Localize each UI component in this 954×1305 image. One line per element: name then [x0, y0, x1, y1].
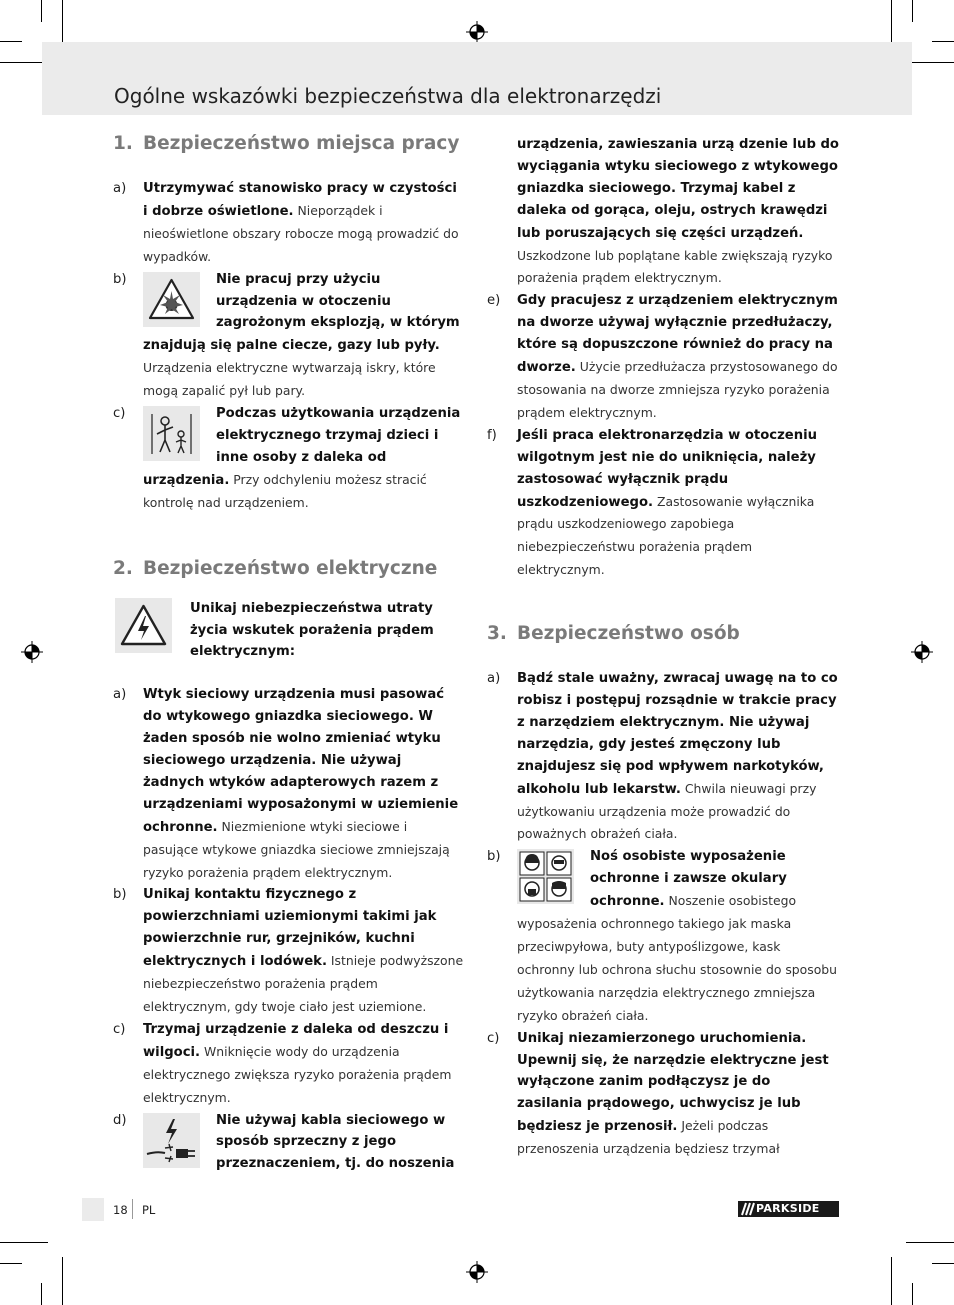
item-text: Istnieje podwyższone niebezpieczeństwo porażenia prądem elektrycznym, gdy twoje ciało jest uziemione. [143, 953, 464, 1014]
item-text: Urządzenia elektryczne wytwarzają iskry, które mogą zapalić pył lub pary. [143, 360, 436, 399]
item-label: a) [113, 181, 127, 196]
registration-mark-icon [466, 1261, 488, 1283]
item-text: Nieporządek i nieoświetlone obszary robocze mogą prowadzić do wypadków. [143, 202, 459, 264]
crop-mark [891, 1257, 892, 1305]
crop-mark [0, 41, 22, 42]
section-title-text: Bezpieczeństwo elektryczne [143, 557, 438, 579]
crop-mark [912, 1283, 913, 1305]
footer-divider [132, 1199, 133, 1219]
crop-mark [906, 1242, 954, 1243]
item-bold-text: Utrzymywać stanowisko pracy w czystości i dobrze oświetlone. [143, 181, 457, 219]
registration-mark-icon [466, 21, 488, 43]
item-text: Niezmienione wtyki sieciowe i pasujące wtykowe gniazdka sieciowe zmniejszają ryzyko porażenia prądem elektrycznym. [143, 818, 450, 880]
crop-mark [62, 0, 63, 48]
list-item [113, 1019, 465, 1110]
list-item [113, 684, 465, 884]
warning-text: Unikaj niebezpieczeństwa utraty życia wskutek porażenia prądem elektrycznym: [190, 600, 434, 660]
registration-mark-icon [911, 641, 933, 663]
item-label: c) [487, 1030, 500, 1046]
warning-block [113, 598, 465, 664]
right-column [487, 134, 839, 1161]
crop-mark [0, 1263, 22, 1264]
list-item [487, 425, 839, 582]
registration-mark-icon [21, 641, 43, 663]
section-number: 2. [113, 557, 133, 579]
crop-mark [932, 41, 954, 42]
electric-shock-warning-icon [115, 598, 172, 653]
cable-damage-icon [143, 1113, 200, 1168]
keep-children-away-icon [143, 406, 200, 461]
section-number: 1. [113, 133, 133, 154]
parkside-logo [738, 1201, 839, 1217]
footer-box [82, 1198, 104, 1221]
item-label: a) [487, 671, 501, 687]
list-item [487, 1028, 839, 1161]
left-column [113, 132, 465, 1175]
section-title-text: Bezpieczeństwo osób [517, 623, 740, 645]
page-number: 18 [113, 1203, 128, 1217]
crop-mark [41, 0, 42, 22]
list-item [487, 290, 839, 424]
list-item [113, 178, 465, 269]
protective-equipment-icon [517, 849, 574, 904]
logo-text: PARKSIDE [756, 1202, 820, 1215]
item-label: c) [113, 406, 126, 422]
item-text: Przy odchyleniu możesz stracić kontrolę nad urządzeniem. [143, 471, 427, 510]
item-text: Użycie przedłużacza przystosowanego do stosowania na dworze zmniejsza ryzyko porażenia prądem elektrycznym. [517, 359, 838, 420]
list-item [113, 269, 465, 403]
section-1-title [113, 132, 465, 156]
item-bold-text: Bądź stale uważny, zwracaj uwagę na to co robisz i postępuj rozsądnie w trakcie pracy z narzędziem elektrycznym. Nie używaj narzędzia, gdy jesteś zmęczony lub znajdujesz się pod wpływem narkotyków, alkoholu lub lekarstw. [517, 671, 838, 797]
item-bold-text: urządzenia, zawieszania urzą dzenie lub do wyciągania wtyku sieciowego z wtykowego gniazdka sieciowego. Trzymaj kabel z daleka od gorąca, oleju, ostrych krawędzi lub poruszających się części urządzeń. [517, 137, 839, 241]
item-label: b) [487, 849, 501, 865]
language-code: PL [142, 1203, 156, 1217]
section-2-title [113, 557, 465, 581]
list-item-continued [487, 134, 839, 290]
item-text: Zastosowanie wyłącznika prądu uszkodzeniowego zapobiega niebezpieczeństwu porażenia prądem elektrycznym. [517, 493, 815, 578]
list-item [487, 846, 839, 1027]
section-3-title [487, 622, 839, 646]
item-label: b) [113, 887, 127, 903]
crop-mark [41, 1283, 42, 1305]
list-item [113, 1110, 465, 1176]
list-item [487, 668, 839, 846]
item-bold-text: Nie używaj kabla sieciowego w sposób sprzeczny z jego przeznaczeniem, tj. do noszenia [216, 1112, 455, 1172]
item-bold-text: Gdy pracujesz z urządzeniem elektrycznym na dworze używaj wyłącznie przedłużaczy, które są dopuszczone również do pracy na dworze. [517, 293, 838, 376]
item-label: f) [487, 427, 497, 443]
crop-mark [0, 1242, 48, 1243]
page-title: Ogólne wskazówki bezpieczeństwa dla elektronarzędzi [114, 84, 662, 108]
list-item [113, 403, 465, 515]
item-text: Jeżeli podczas przenoszenia urządzenia będziesz trzymał [517, 1118, 780, 1157]
item-label: a) [113, 687, 127, 703]
section-number: 3. [487, 623, 507, 645]
item-text: Chwila nieuwagi przy użytkowaniu urządzenia może prowadzić do poważnych obrażeń ciała. [517, 780, 817, 842]
item-bold-text: Unikaj kontaktu fizycznego z powierzchniami uziemionymi takimi jak powierzchnie rur, grzejników, kuchni elektrycznych i lodówek. [143, 887, 437, 970]
item-bold-text: Noś osobiste wyposażenie ochronne i zawsze okulary ochronne. [590, 849, 787, 910]
item-bold-text: Jeśli praca elektronarzędzia w otoczeniu wilgotnym jest nie do uniknięcia, należy zastosować wyłącznik prądu uszkodzeniowego. [517, 427, 817, 510]
item-text: Wniknięcie wody do urządzenia elektrycznego zwiększa ryzyko porażenia prądem elektrycznym. [143, 1043, 452, 1105]
item-bold-text: Podczas użytkowania urządzenia elektrycznego trzymaj dzieci i inne osoby z daleka od urządzenia. [143, 406, 461, 488]
crop-mark [932, 1263, 954, 1264]
item-label: e) [487, 293, 501, 309]
item-bold-text: Trzymaj urządzenie z daleka od deszczu i wilgoci. [143, 1021, 449, 1060]
item-text: Uszkodzone lub poplątane kable zwiększają ryzyko porażenia prądem elektrycznym. [517, 247, 833, 286]
explosion-warning-icon [143, 272, 200, 327]
crop-mark [62, 1257, 63, 1305]
item-bold-text: Nie pracuj przy użyciu urządzenia w otoczeniu zagrożonym eksplozją, w którym znajdują się palne ciecze, gazy lub pyły. [143, 271, 460, 354]
item-label: b) [113, 271, 127, 287]
crop-mark [912, 0, 913, 22]
item-text: Noszenie osobistego wyposażenia ochronnego takiego jak maska przeciwpyłowa, buty antypoślizgowe, kask ochronny lub ochrona słuchu stosownie do sposobu użytkowania narzędzia elektrycznego zmniejsza ryzyko obrażeń ciała. [517, 893, 838, 1023]
crop-mark [0, 62, 48, 63]
crop-mark [891, 0, 892, 48]
list-item [113, 884, 465, 1018]
section-title-text: Bezpieczeństwo miejsca pracy [143, 133, 460, 154]
item-label: d) [113, 1112, 127, 1128]
item-bold-text: Wtyk sieciowy urządzenia musi pasować do wtykowego gniazdka sieciowego. W żaden sposób nie wolno zmieniać wtyku sieciowego urządzenia. Nie używaj żadnych wtyków adapterowych razem z urządzeniami wyposażonymi w uziemienie ochronne. [143, 687, 459, 835]
crop-mark [906, 62, 954, 63]
item-label: c) [113, 1021, 126, 1037]
item-bold-text: Unikaj niezamierzonego uruchomienia. Upewnij się, że narzędzie elektryczne jest wyłączone zanim podłączysz je do zasilania prądowego, uchwycisz je lub będziesz je przenosił. [517, 1030, 829, 1135]
